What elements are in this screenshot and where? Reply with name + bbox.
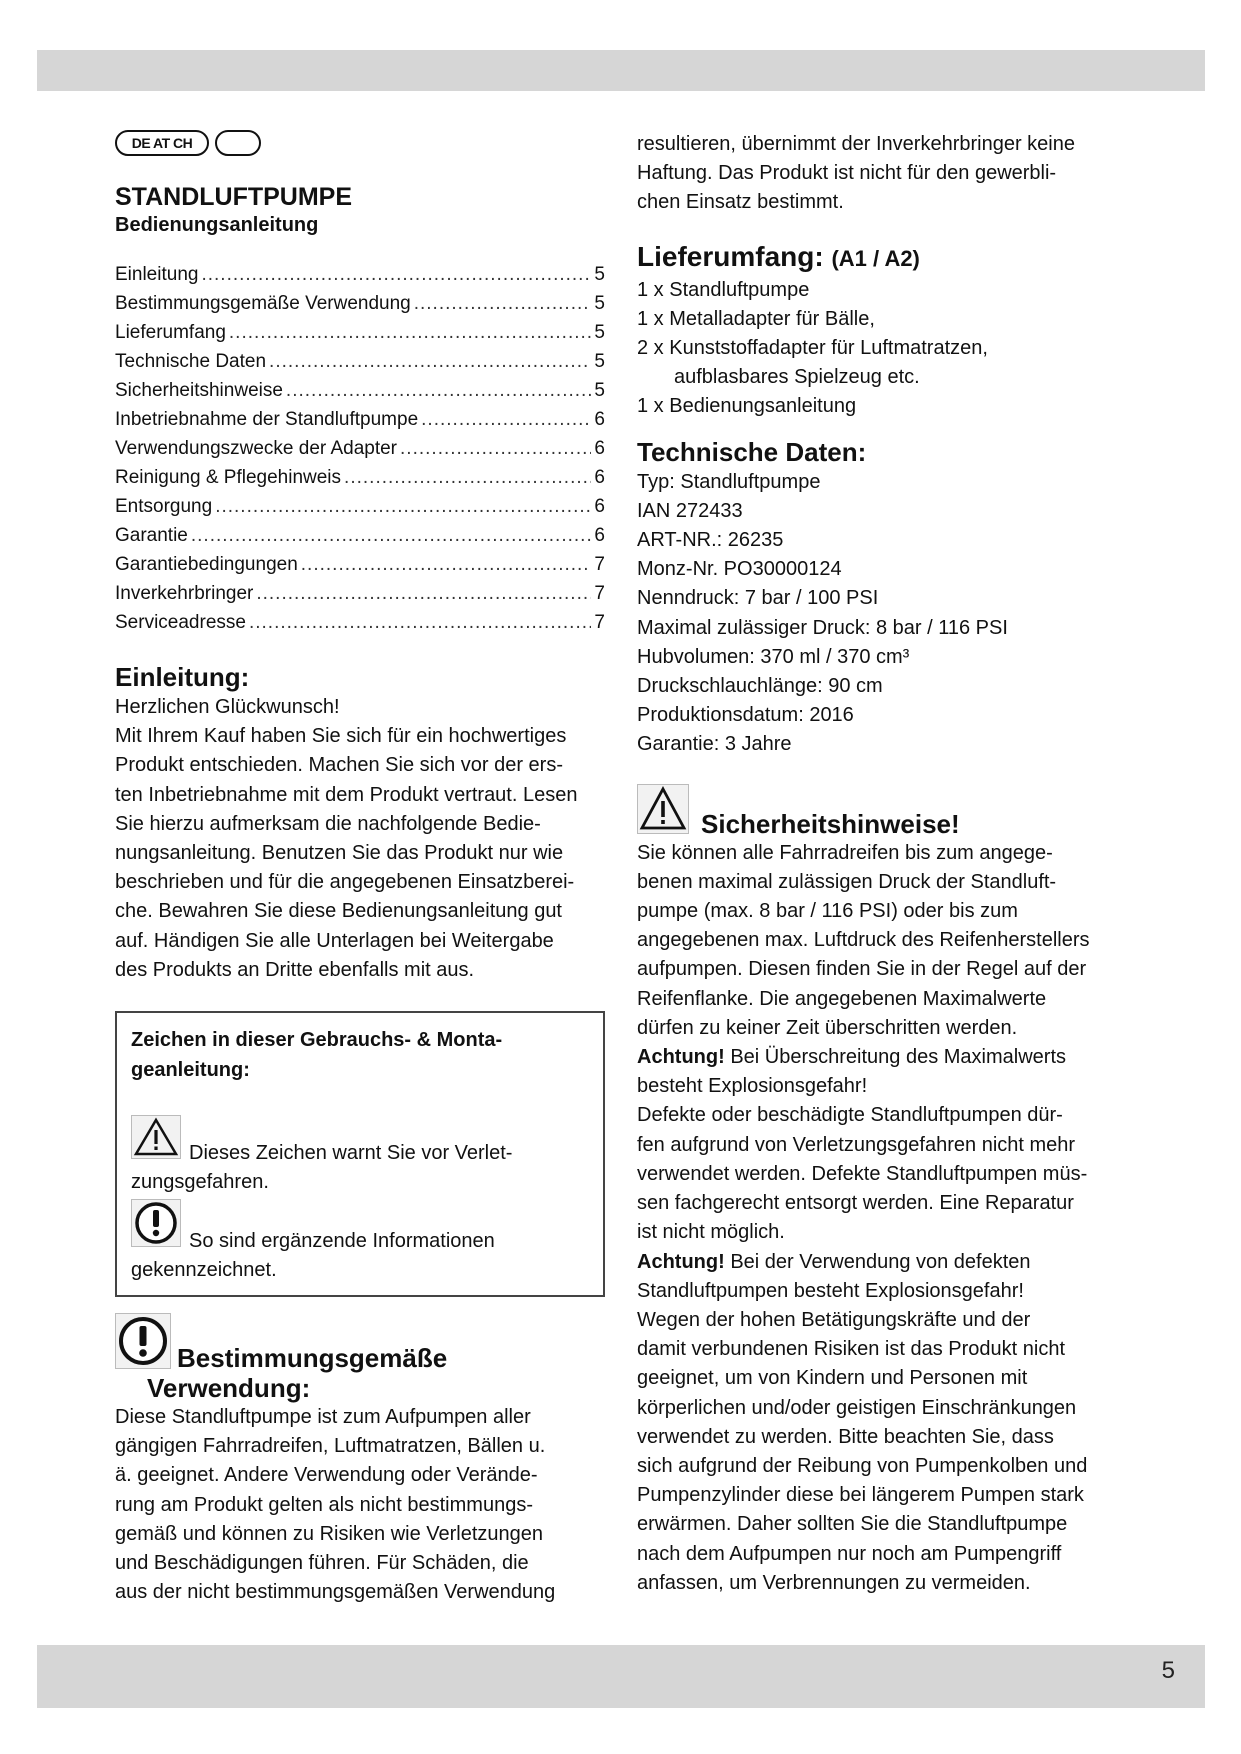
toc-dots	[256, 579, 591, 608]
document-title: STANDLUFTPUMPE	[115, 183, 353, 211]
intended-use-heading-line2: Verwendung:	[147, 1373, 311, 1404]
intended-use-heading-line1: Bestimmungsgemäße	[177, 1343, 448, 1374]
safety-line: Reifenflanke. Die angegebenen Maximalwerte	[637, 987, 1047, 1010]
warning-sign-description	[131, 1115, 589, 1197]
toc-title: Serviceadresse	[115, 612, 246, 633]
toc-row	[115, 608, 605, 637]
toc-row	[115, 434, 605, 463]
info-sign-text: gekennzeichnet.	[131, 1259, 277, 1282]
tech-line: Hubvolumen: 370 ml / 370 cm³	[637, 645, 910, 668]
toc-dots	[400, 434, 591, 463]
scope-item-continuation: aufblasbares Spielzeug etc.	[674, 366, 920, 389]
intended-use-line: gemäß und können zu Risiken wie Verletzungen	[115, 1522, 544, 1545]
tech-line: Maximal zulässiger Druck: 8 bar / 116 PSI	[637, 616, 1008, 639]
toc-title: Lieferumfang	[115, 322, 226, 343]
toc-row	[115, 260, 605, 289]
safety-line: Pumpenzylinder diese bei längerem Pumpen stark	[637, 1484, 1084, 1507]
toc-dots	[201, 260, 591, 289]
toc-row	[115, 347, 605, 376]
tech-line: Typ: Standluftpumpe	[637, 470, 821, 493]
safety-warning-2	[637, 1248, 1137, 1277]
technical-data-list	[637, 468, 1137, 760]
language-badges	[115, 128, 605, 158]
toc-page: 6	[594, 438, 605, 459]
intended-use-line: Diese Standluftpumpe ist zum Aufpumpen aller	[115, 1406, 531, 1429]
footer-band	[37, 1645, 1205, 1708]
scope-item: 1 x Metalladapter für Bälle,	[637, 307, 875, 330]
tech-line: Nenndruck: 7 bar / 100 PSI	[637, 587, 879, 610]
intro-line: beschrieben und für die angegebenen Einsatzberei-	[115, 871, 575, 894]
toc-dots	[301, 550, 592, 579]
intended-use-line: und Beschädigungen führen. Für Schäden, die	[115, 1552, 529, 1575]
scope-item: 1 x Standluftpumpe	[637, 278, 810, 301]
toc-dots	[414, 289, 592, 318]
safety-line: verwendet zu werden. Bitte beachten Sie, dass	[637, 1425, 1054, 1448]
toc-dots	[191, 521, 592, 550]
safety-line: damit verbundenen Risiken ist das Produkt nicht	[637, 1338, 1066, 1361]
toc-row	[115, 463, 605, 492]
intro-line: che. Bewahren Sie diese Bedienungsanleitung gut	[115, 900, 562, 923]
warning-label: Achtung!	[637, 1250, 725, 1273]
left-column	[115, 128, 605, 1607]
toc-page: 6	[594, 409, 605, 430]
warning-triangle-icon	[637, 784, 689, 839]
safety-line: dürfen zu keiner Zeit überschritten werden.	[637, 1016, 1018, 1039]
page-number: 5	[1161, 1657, 1175, 1684]
intro-line: auf. Händigen Sie alle Unterlagen bei Weitergabe	[115, 929, 554, 952]
intended-use-line: ä. geeignet. Andere Verwendung oder Verände-	[115, 1464, 538, 1487]
intro-line: nungsanleitung. Benutzen Sie das Produkt nur wie	[115, 842, 564, 865]
toc-title: Garantiebedingungen	[115, 554, 298, 575]
toc-row	[115, 318, 605, 347]
scope-item: 2 x Kunststoffadapter für Luftmatratzen,	[637, 337, 988, 360]
toc-page: 6	[594, 467, 605, 488]
warning-label: Achtung!	[637, 1046, 725, 1069]
safety-warning-1	[637, 1043, 1137, 1072]
right-column	[637, 130, 1137, 1598]
toc-dots	[215, 492, 591, 521]
toc-row	[115, 376, 605, 405]
intended-use-continued	[637, 130, 1137, 218]
toc-page: 6	[594, 525, 605, 546]
header-band	[37, 50, 1205, 91]
tech-line: Monz-Nr. PO30000124	[637, 558, 842, 581]
toc-page: 7	[594, 612, 605, 633]
safety-line: Defekte oder beschädigte Standluftpumpen dür-	[637, 1104, 1063, 1127]
toc-title: Sicherheitshinweise	[115, 380, 283, 401]
toc-dots	[344, 463, 591, 492]
safety-line: sich aufgrund der Reibung von Pumpenkolben und	[637, 1454, 1088, 1477]
tech-line: IAN 272433	[637, 499, 743, 522]
toc-dots	[229, 318, 592, 347]
safety-line: sen fachgerecht entsorgt werden. Eine Reparatur	[637, 1192, 1074, 1215]
toc-page: 5	[594, 293, 605, 314]
warning-text: Bei der Verwendung von defekten	[724, 1250, 1031, 1273]
intended-use-line: Haftung. Das Produkt ist nicht für den gewerbli-	[637, 162, 1057, 185]
document-subtitle: Bedienungsanleitung	[115, 214, 319, 236]
toc-title: Inbetriebnahme der Standluftpumpe	[115, 409, 419, 430]
scope-of-delivery-heading	[637, 240, 1137, 276]
intended-use-line: aus der nicht bestimmungsgemäßen Verwendung	[115, 1581, 556, 1604]
toc-row	[115, 289, 605, 318]
scope-heading-text: Lieferumfang:	[637, 240, 824, 272]
tech-line: Garantie: 3 Jahre	[637, 733, 792, 756]
safety-line: geeignet, um von Kindern und Personen mit	[637, 1367, 1028, 1390]
tech-line: Druckschlauchlänge: 90 cm	[637, 675, 883, 698]
safety-heading	[637, 784, 1137, 839]
scope-list	[637, 276, 1137, 422]
toc-page: 6	[594, 496, 605, 517]
intended-use-text	[115, 1403, 605, 1607]
safety-line: fen aufgrund von Verletzungsgefahren nicht mehr	[637, 1133, 1076, 1156]
toc-title: Garantie	[115, 525, 188, 546]
language-badge-de-at-ch: DE AT CH	[115, 130, 209, 156]
safety-heading-text: Sicherheitshinweise!	[701, 808, 960, 839]
info-sign-description	[131, 1199, 589, 1285]
safety-line: anfassen, um Verbrennungen zu vermeiden.	[637, 1571, 1031, 1594]
safety-line: angegebenen max. Luftdruck des Reifenherstellers	[637, 929, 1090, 952]
intro-heading: Einleitung:	[115, 662, 250, 692]
toc-row	[115, 550, 605, 579]
warning-triangle-icon	[131, 1115, 181, 1168]
toc-title: Bestimmungsgemäße Verwendung	[115, 293, 411, 314]
table-of-contents	[115, 260, 605, 637]
toc-title: Verwendungszwecke der Adapter	[115, 438, 398, 459]
symbols-legend-title-line: Zeichen in dieser Gebrauchs- & Monta-	[131, 1029, 503, 1052]
toc-page: 7	[594, 554, 605, 575]
toc-title: Einleitung	[115, 264, 199, 285]
intro-line: Produkt entschieden. Machen Sie sich vor der ers-	[115, 754, 563, 777]
intro-text	[115, 693, 605, 985]
safety-line: körperlichen und/oder geistigen Einschränkungen	[637, 1396, 1077, 1419]
toc-page: 5	[594, 351, 605, 372]
safety-line: besteht Explosionsgefahr!	[637, 1075, 868, 1098]
toc-title: Entsorgung	[115, 496, 213, 517]
warning-sign-text: zungsgefahren.	[131, 1171, 269, 1194]
toc-row	[115, 579, 605, 608]
intended-use-line: chen Einsatz bestimmt.	[637, 191, 844, 214]
safety-line: verwendet werden. Defekte Standluftpumpen müs-	[637, 1162, 1088, 1185]
intended-use-heading	[115, 1313, 605, 1403]
intended-use-line: resultieren, übernimmt der Inverkehrbringer keine	[637, 133, 1075, 155]
language-badge-empty	[215, 130, 261, 156]
toc-row	[115, 521, 605, 550]
toc-dots	[269, 347, 591, 376]
toc-dots	[286, 376, 592, 405]
symbols-legend-title	[131, 1025, 589, 1085]
intro-line: ten Inbetriebnahme mit dem Produkt vertraut. Lesen	[115, 783, 578, 806]
toc-dots	[249, 608, 591, 637]
toc-page: 5	[594, 322, 605, 343]
exclamation-circle-icon	[131, 1199, 181, 1256]
safety-line: Wegen der hohen Betätigungskräfte und der	[637, 1308, 1031, 1331]
intro-line: Sie hierzu aufmerksam die nachfolgende Bedie-	[115, 812, 541, 835]
tech-line: Produktionsdatum: 2016	[637, 704, 854, 727]
intended-use-line: gängigen Fahrradreifen, Luftmatratzen, Bällen u.	[115, 1435, 546, 1458]
toc-dots	[421, 405, 591, 434]
intro-line: des Produkts an Dritte ebenfalls mit aus.	[115, 958, 475, 981]
technical-data-heading: Technische Daten:	[637, 436, 867, 467]
safety-line: Sie können alle Fahrradreifen bis zum angege-	[637, 841, 1053, 864]
tech-line: ART-NR.: 26235	[637, 529, 784, 552]
symbols-legend-box	[115, 1011, 605, 1297]
toc-row	[115, 405, 605, 434]
warning-text: Bei Überschreitung des Maximalwerts	[724, 1046, 1067, 1069]
intro-line: Mit Ihrem Kauf haben Sie sich für ein hochwertiges	[115, 725, 567, 748]
toc-page: 5	[594, 264, 605, 285]
safety-line: erwärmen. Daher sollten Sie die Standluftpumpe	[637, 1513, 1068, 1536]
safety-line: ist nicht möglich.	[637, 1221, 785, 1244]
toc-page: 5	[594, 380, 605, 401]
symbols-legend-title-line: geanleitung:	[131, 1059, 250, 1082]
intended-use-line: rung am Produkt gelten als nicht bestimmungs-	[115, 1493, 533, 1516]
toc-title: Reinigung & Pflegehinweis	[115, 467, 342, 488]
safety-line: benen maximal zulässigen Druck der Standluft-	[637, 870, 1057, 893]
safety-line: aufpumpen. Diesen finden Sie in der Regel auf der	[637, 958, 1087, 981]
safety-line: nach dem Aufpumpen nur noch am Pumpengriff	[637, 1542, 1062, 1565]
toc-title: Technische Daten	[115, 351, 267, 372]
intro-line: Herzlichen Glückwunsch!	[115, 696, 340, 718]
warning-sign-text: Dieses Zeichen warnt Sie vor Verlet-	[189, 1142, 513, 1165]
exclamation-circle-icon	[115, 1313, 171, 1374]
toc-row	[115, 492, 605, 521]
safety-text	[637, 839, 1137, 1598]
scope-heading-ref: (A1 / A2)	[831, 245, 920, 271]
toc-title: Inverkehrbringer	[115, 583, 254, 604]
scope-item: 1 x Bedienungsanleitung	[637, 395, 857, 418]
safety-line: Standluftpumpen besteht Explosionsgefahr!	[637, 1279, 1024, 1302]
info-sign-text: So sind ergänzende Informationen	[189, 1230, 495, 1253]
toc-page: 7	[594, 583, 605, 604]
safety-line: pumpe (max. 8 bar / 116 PSI) oder bis zum	[637, 900, 1018, 923]
